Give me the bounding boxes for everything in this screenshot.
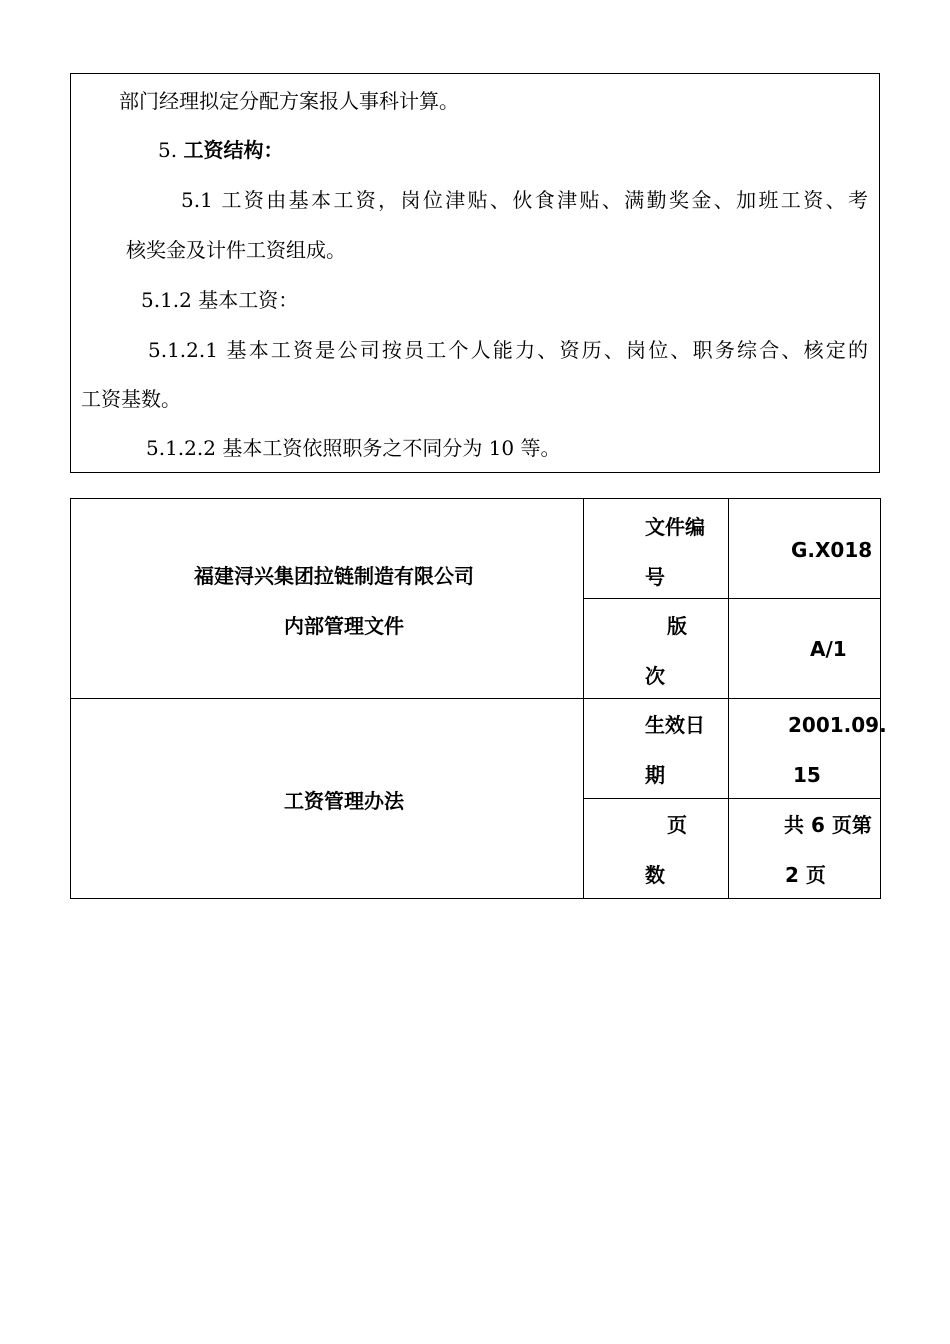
para-5-1-second: 核奖金及计件工资组成。 <box>126 238 346 262</box>
file-no-value: G.X018 <box>791 538 873 562</box>
version-label-1: 版 <box>667 614 687 638</box>
body-text-box <box>70 73 880 473</box>
version-value-cell <box>729 599 881 699</box>
version-label-2: 次 <box>645 664 665 688</box>
pages-label-1: 页 <box>667 813 687 837</box>
body-line-1: 部门经理拟定分配方案报人事科计算。 <box>119 89 459 113</box>
pages-value-cell <box>729 799 881 899</box>
document-title: 工资管理办法 <box>284 789 404 813</box>
file-no-label-2: 号 <box>645 565 665 589</box>
para-5-1-2-2: 5.1.2.2 基本工资依照职务之不同分为 10 等。 <box>146 436 561 460</box>
effective-label-2: 期 <box>645 763 665 787</box>
pages-value-1: 共 6 页第 <box>784 813 872 837</box>
version-value: A/1 <box>810 637 847 661</box>
para-5-1-2-1-second: 工资基数。 <box>81 387 181 411</box>
file-no-label-cell <box>584 499 729 599</box>
company-cell <box>71 499 584 699</box>
para-5-1-2-1-first: 5.1.2.1 基本工资是公司按员工个人能力、资历、岗位、职务综合、核定的 <box>148 338 868 362</box>
file-no-value-cell <box>729 499 881 599</box>
version-label-cell <box>584 599 729 699</box>
company-name: 福建浔兴集团拉链制造有限公司 <box>194 564 474 588</box>
title-cell <box>71 699 584 899</box>
section-heading-text: 5. 工资结构： <box>158 138 284 162</box>
pages-label-cell <box>584 799 729 899</box>
pages-label-2: 数 <box>645 863 665 887</box>
file-no-label-1: 文件编 <box>645 515 705 539</box>
effective-label-cell <box>584 699 729 799</box>
para-5-1-2: 5.1.2 基本工资： <box>141 288 299 312</box>
para-5-1-first: 5.1 工资由基本工资，岗位津贴、伙食津贴、满勤奖金、加班工资、考 <box>181 188 868 212</box>
pages-value-2: 2 页 <box>785 863 826 887</box>
effective-label-1: 生效日 <box>645 713 705 737</box>
effective-value-cell <box>729 699 887 799</box>
section-heading <box>158 138 283 162</box>
document-header-table <box>70 498 887 899</box>
effective-value-1: 2001.09. <box>788 713 887 737</box>
effective-value-2: 15 <box>793 763 821 787</box>
doc-type: 内部管理文件 <box>284 614 404 638</box>
